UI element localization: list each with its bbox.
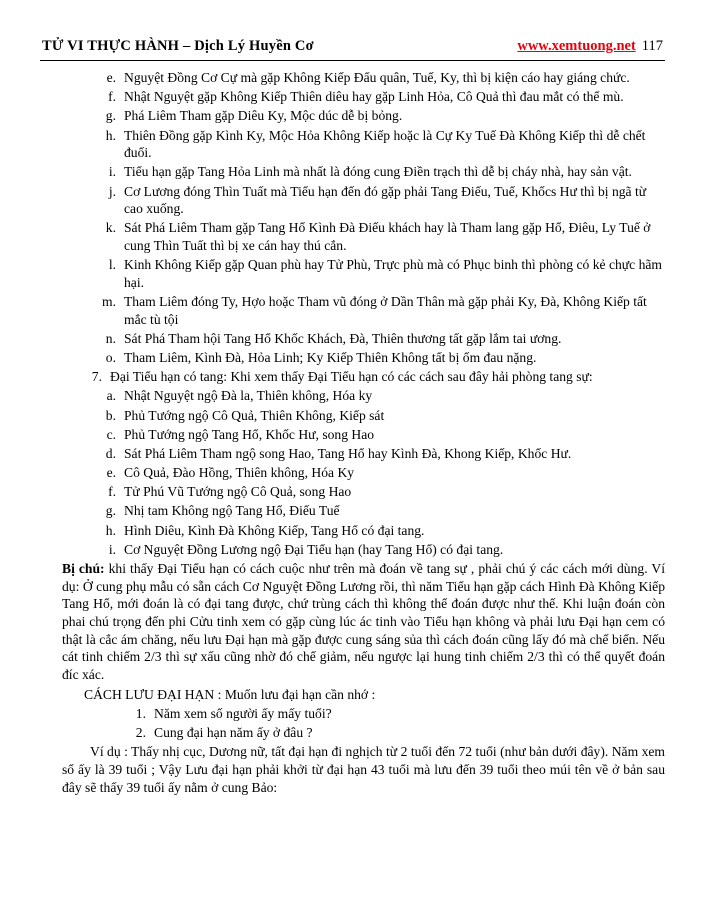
list-text: Cơ Lương đóng Thìn Tuất mà Tiểu hạn đến đó gặp phải Tang Điếu, Tuế, Khốcs Hư thì bị ngã từ cao xuống. (124, 183, 647, 217)
list-marker: f. (108, 89, 116, 105)
header-divider (40, 60, 665, 61)
section-7 (84, 368, 665, 386)
list-text: Sát Phá Liêm Tham gặp Tang Hổ Kình Đà Điếu khách hay là Tham lang gặp Hổ, Điêu, Ly Tuế ở cung Thìn Tuất thì bị xe cán hay thú cắn. (124, 220, 651, 254)
list-marker: h. (105, 127, 116, 143)
list-marker: a. (106, 388, 116, 404)
list-item (98, 387, 665, 405)
list-item (98, 483, 665, 501)
list-marker: n. (105, 330, 116, 346)
list-text: Hình Diêu, Kình Đà Không Kiếp, Tang Hổ có đại tang. (124, 522, 425, 538)
header-right-group (517, 38, 663, 55)
list-text: Nhật Nguyệt ngộ Đà la, Thiên không, Hóa ky (124, 388, 373, 404)
section-7-heading (84, 368, 665, 386)
list-item (98, 293, 665, 328)
list-marker: h. (105, 522, 116, 538)
list-text: Tham Liêm đóng Ty, Hợo hoặc Tham vũ đóng ở Dần Thân mà gặp phải Ky, Đà, Không Kiếp tất mắc tù tội (124, 294, 647, 327)
list-item (98, 88, 665, 106)
list-text: Tử Phú Vũ Tướng ngộ Cô Quả, song Hao (124, 484, 352, 500)
list-item (98, 107, 665, 125)
list-item (128, 724, 665, 742)
list-marker: o. (105, 350, 116, 366)
list-text: Nhị tam Không ngộ Tang Hổ, Điếu Tuế (124, 503, 340, 519)
list-text: Năm xem số người ấy mấy tuổi? (154, 705, 332, 721)
list-item (98, 183, 665, 218)
list-text: Thiên Đồng gặp Kình Ky, Mộc Hỏa Không Kiếp hoặc là Cự Ky Tuế Đà Không Kiếp thì dễ chết đuối. (124, 127, 646, 161)
list-text: Phủ Tướng ngộ Tang Hổ, Khốc Hư, song Hao (124, 426, 375, 442)
list-marker: j. (108, 183, 116, 199)
page-number: 117 (641, 38, 663, 54)
list-item (128, 705, 665, 723)
section-marker: 7. (91, 369, 102, 385)
list-item (98, 522, 665, 540)
list-item (98, 163, 665, 181)
list-text: Sát Phá Tham hội Tang Hổ Khốc Khách, Đà, Thiên thương tất gặp lắm tai ương. (124, 330, 562, 346)
list-text: Nguyệt Đồng Cơ Cự mà gặp Không Kiếp Đẩu quân, Tuế, Ky, thì bị kiện cáo hay giáng chức. (124, 70, 630, 85)
list-marker: d. (105, 445, 116, 461)
list-marker: k. (105, 220, 116, 236)
list-text: Cung đại hạn năm ấy ở đâu ? (154, 725, 313, 741)
list-marker: c. (106, 426, 116, 442)
list-marker: b. (105, 407, 116, 423)
rule-heading: CÁCH LƯU ĐẠI HẠN : Muốn lưu đại hạn cần nhớ : (84, 686, 376, 702)
section-intro: Đại Tiểu hạn có tang: Khi xem thấy Đại Tiểu hạn có các cách sau đây hải phòng tang sự: (110, 369, 593, 385)
list-item (98, 426, 665, 444)
section-7-list (98, 387, 665, 558)
list-item (98, 407, 665, 425)
note-label: Bị chú: (62, 560, 105, 576)
list-marker: 1. (135, 705, 146, 721)
list-marker: g. (105, 503, 116, 519)
page-header (40, 38, 665, 58)
list-marker: l. (108, 257, 116, 273)
list-marker: i. (108, 541, 116, 557)
list-text: Tiểu hạn gặp Tang Hỏa Linh mà nhất là đóng cung Điền trạch thì dễ bị cháy nhà, hay sản vật. (124, 164, 632, 180)
document-body (40, 69, 665, 796)
list-text: Sát Phá Liêm Tham ngộ song Hao, Tang Hổ hay Kình Đà, Khong Kiếp, Khốc Hư. (124, 445, 572, 461)
list-item (98, 330, 665, 348)
list-item (98, 502, 665, 520)
list-item (98, 69, 665, 87)
list-text: Kinh Không Kiếp gặp Quan phù hay Tử Phù, Trực phù mà có Phục binh thì phòng có kẻ chực hãm hại. (124, 257, 662, 290)
list-item (98, 127, 665, 162)
list-text: Nhật Nguyệt gặp Không Kiếp Thiên diêu hay gặp Linh Hỏa, Cô Quả thì đau mắt có thể mù. (124, 89, 624, 105)
list-text: Cơ Nguyệt Đồng Lương ngộ Đại Tiểu hạn (hay Tang Hổ) có đại tang. (124, 541, 504, 557)
example-paragraph: Ví dụ : Thấy nhị cục, Dương nữ, tất đại hạn đi nghịch từ 2 tuổi đến 72 tuổi (như bản dưới đây). Năm xem số ấy là 39 tuổi ; Vậy Lưu đại hạn phải khởi từ đại hạn 43 tuổi mà lưu đến 39 tuổi theo múi tên về ở bản sau đây sẽ thấy 39 tuổi ấy nằm ở cung Bảo: (62, 744, 665, 795)
note-paragraph (62, 560, 665, 684)
list-marker: i. (108, 164, 116, 180)
list-marker: e. (106, 465, 116, 481)
list-text: Phủ Tướng ngộ Cô Quả, Thiên Không, Kiếp sát (124, 407, 385, 423)
list-item (98, 349, 665, 367)
list-text: Tham Liêm, Kình Đà, Hỏa Linh; Ky Kiếp Thiên Không tất bị ốm đau nặng. (124, 350, 537, 366)
list-item (98, 219, 665, 254)
list-marker: e. (106, 70, 116, 85)
list-item (98, 445, 665, 463)
list-text: Phá Liêm Tham gặp Diêu Ky, Mộc dúc dễ bị bỏng. (124, 108, 403, 124)
list-text: Cô Quả, Đào Hồng, Thiên không, Hóa Ky (124, 465, 355, 481)
book-title: TỬ VI THỰC HÀNH – Dịch Lý Huyền Cơ (42, 38, 314, 54)
lettered-list-top (98, 69, 665, 367)
list-marker: f. (108, 484, 116, 500)
list-marker: m. (102, 294, 116, 310)
rule-list (128, 705, 665, 742)
list-marker: g. (105, 108, 116, 124)
list-item (98, 541, 665, 559)
list-marker: 2. (135, 725, 146, 741)
website-link[interactable]: www.xemtuong.net (517, 38, 636, 54)
list-item (98, 256, 665, 291)
list-item (98, 464, 665, 482)
note-text: khi thấy Đại Tiểu hạn có cách cuộc như trên mà đoán về tang sự , phải chú ý các cách mới dùng. Ví dụ: Ở cung phụ mẫu có sẵn cách Cơ Nguyệt Đồng Lương rồi, thì năm Tiểu hạn gặp cách Hình Đà Không Kiếp Tang Hổ, mới đoán là có đại tang được, chứ trùng cách thì không thể đoán được như thế. Khi luận đoán còn phai chú trọng đến phi Cửu tinh xem có gặp cùng lúc ác tinh vào Tiểu hạn không và phải lưu Đại hạn cem có thật là cắc ám chăng, nếu lưu Đại hạn mà gặp được cung sáng sủa thì cách đoán cũng lấy đó mà chế biến. Nếu cát tinh chiếm 2/3 thì sự xấu cũng nhờ đó chế giảm, nếu ngược lại hung tinh chiếm 2/3 thì có thể quyết đoán đíc xác. (62, 560, 665, 682)
